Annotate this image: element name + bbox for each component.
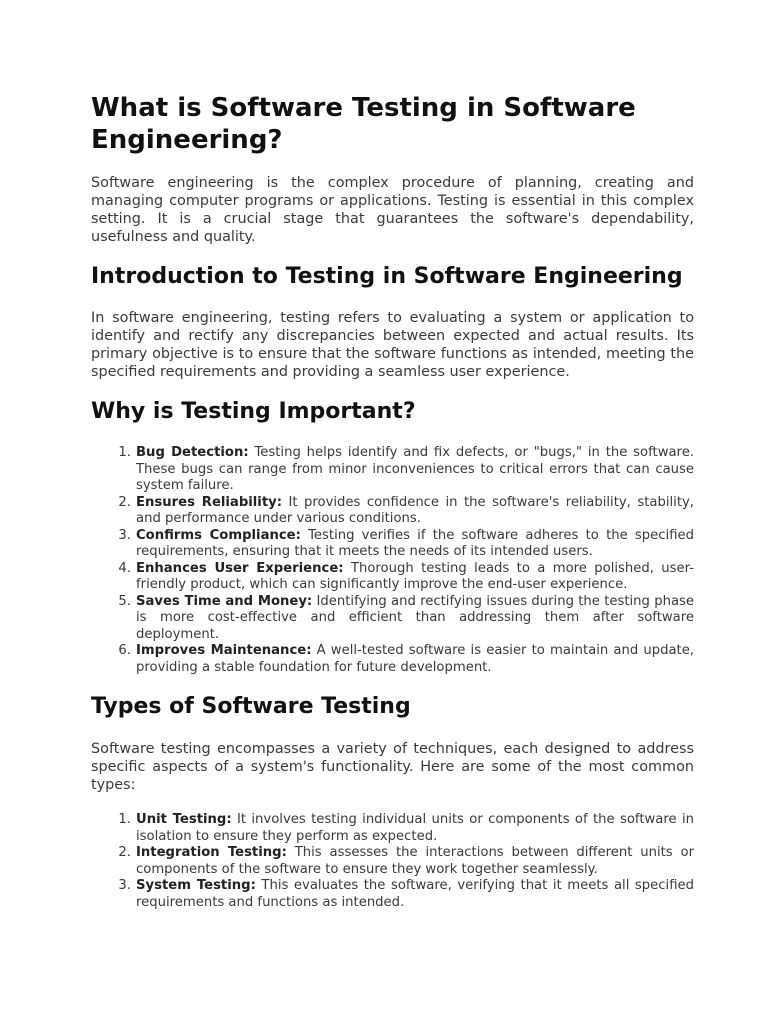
list-item [91,561,694,594]
list-item [91,528,694,561]
list-item-term: Saves Time and Money: [136,593,313,609]
intro-paragraph: Software engineering is the complex procedure of planning, creating and managing computer programs or applications. Testing is essential in this complex setting. It is a crucial stage that guarantees the software's dependability, usefulness and quality. [91,175,694,245]
list-item [91,495,694,528]
list-item-number: 4. [118,560,131,576]
list-item [91,845,694,878]
list-item-text: A well-tested software is easier to maintain and update, providing a stable foundation for future development. [136,643,694,675]
section-heading-why-important: Why is Testing Important? [91,399,416,424]
list-item-text: Thorough testing leads to a more polished, user-friendly product, which can significantly improve the end-user experience. [136,560,694,592]
list-item [91,878,694,911]
introduction-paragraph: In software engineering, testing refers to evaluating a system or application to identify and rectify any discrepancies between expected and actual results. Its primary objective is to ensure that the software functions as intended, meeting the specified requirements and providing a seamless user experience. [91,310,694,380]
section-heading-introduction: Introduction to Testing in Software Engineering [91,264,683,289]
list-item-number: 1. [118,445,131,460]
list-item-term: Improves Maintenance: [136,643,312,658]
types-paragraph: Software testing encompasses a variety of techniques, each designed to address specific aspects of a system's functionality. Here are some of the most common types: [91,741,694,793]
types-list [91,812,694,911]
list-item [91,643,694,676]
section-heading-types: Types of Software Testing [91,694,411,719]
list-item-number: 2. [118,845,131,860]
list-item-text: It provides confidence in the software's reliability, stability, and performance under various conditions. [136,494,694,526]
list-item-term: Ensures Reliability: [136,494,283,510]
list-item-text: This evaluates the software, verifying that it meets all specified requirements and functions as intended. [136,878,694,910]
list-item-number: 3. [118,527,131,543]
list-item-text: This assesses the interactions between different units or components of the software to ensure they work together seamlessly. [136,845,694,877]
list-item-term: System Testing: [136,878,256,893]
list-item-term: Integration Testing: [136,845,287,860]
list-item [91,594,694,644]
list-item-text: Identifying and rectifying issues during the testing phase is more cost-effective and efficient than addressing them after software deployment. [136,593,695,642]
list-item-number: 5. [118,593,131,609]
list-item-text: Testing verifies if the software adheres to the specified requirements, ensuring that it meets the needs of its intended users. [136,527,694,559]
list-item-text: Testing helps identify and fix defects, or "bugs," in the software. These bugs can range from minor inconveniences to critical errors that can cause system failure. [136,445,694,493]
list-item-number: 6. [118,643,131,658]
page-title: What is Software Testing in Software Engineering? [91,93,636,155]
list-item-number: 2. [118,494,131,510]
list-item [91,812,694,845]
list-item-text: It involves testing individual units or components of the software in isolation to ensure they perform as expected. [136,812,694,844]
list-item-term: Enhances User Experience: [136,560,344,576]
list-item [91,445,694,495]
list-item-term: Unit Testing: [136,812,232,827]
list-item-number: 3. [118,878,131,893]
why-important-list [91,445,694,676]
list-item-number: 1. [118,812,131,827]
list-item-term: Bug Detection: [136,445,249,460]
list-item-term: Confirms Compliance: [136,527,301,543]
